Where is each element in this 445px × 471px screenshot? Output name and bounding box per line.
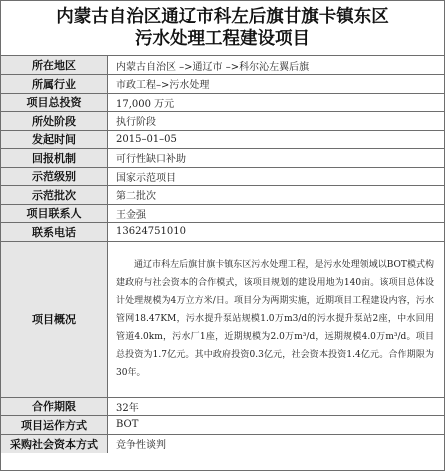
- page-title-line-1: 内蒙古自治区通辽市科左后旗甘旗卡镇东区: [56, 7, 389, 27]
- table-row: [1, 397, 444, 416]
- phone-value: 13624751010: [108, 223, 445, 242]
- start-date-value: 2015–01–05: [108, 130, 445, 149]
- overview-cell: [108, 241, 445, 397]
- page-title-line-2: 污水处理工程建设项目: [135, 29, 310, 49]
- operation-mode-value: BOT: [108, 416, 445, 435]
- demo-level-label: 示范级别: [1, 167, 108, 186]
- table-row: [1, 167, 444, 186]
- industry-label: 所属行业: [1, 75, 108, 94]
- cooperation-term-label: 合作期限: [1, 397, 108, 416]
- project-info-table: [1, 56, 444, 453]
- stage-label: 所处阶段: [1, 112, 108, 131]
- overview-label: 项目概况: [1, 241, 108, 397]
- total-investment-label: 项目总投资: [1, 93, 108, 112]
- region-value: 内蒙古自治区 –>通辽市 –>科尔沁左翼后旗: [108, 56, 445, 75]
- table-row: [1, 416, 444, 435]
- table-row: [1, 130, 444, 149]
- demo-batch-value: 第二批次: [108, 186, 445, 205]
- total-investment-value: 17,000 万元: [108, 93, 445, 112]
- stage-value: 执行阶段: [108, 112, 445, 131]
- procurement-method-value: 竞争性谈判: [116, 440, 166, 451]
- table-row: [1, 434, 444, 453]
- return-mechanism-value: 可行性缺口补助: [108, 149, 445, 168]
- overview-text: 通辽市科左后旗甘旗卡镇东区污水处理工程，是污水处理领域以BOT模式构建政府与社会资本的合作模式，该项目规划的建设用地为140亩。该项目总体设计处理规模为4万立方米/日。项目分为两期实施，近期项目工程建设内容，污水管网18.47KM，污水提升泵站规模1.0万m3/d的污水提升泵站2座，中水回用管道4.0km，污水厂1座，近期规模为2.0万m³/d，远期规模4.0万m³/d。项目总投资为1.7亿元。其中政府投资0.3亿元，社会资本投资1.4亿元。合作期限为30年。: [116, 260, 434, 378]
- start-date-label: 发起时间: [1, 130, 108, 149]
- table-row: [1, 93, 444, 112]
- table-row: [1, 186, 444, 205]
- contact-person-value: 王金强: [108, 204, 445, 223]
- contact-person-label: 项目联系人: [1, 204, 108, 223]
- table-row: [1, 75, 444, 94]
- title-block: [1, 1, 444, 56]
- table-row: [1, 56, 444, 75]
- table-row: [1, 204, 444, 223]
- return-mechanism-label: 回报机制: [1, 149, 108, 168]
- phone-label: 联系电话: [1, 223, 108, 242]
- table-row: [1, 149, 444, 168]
- demo-batch-label: 示范批次: [1, 186, 108, 205]
- table-row: [1, 112, 444, 131]
- table-row: [1, 223, 444, 242]
- industry-value: 市政工程–>污水处理: [108, 75, 445, 94]
- procurement-method-label: 采购社会资本方式: [1, 434, 108, 453]
- operation-mode-label: 项目运作方式: [1, 416, 108, 435]
- region-label: 所在地区: [1, 56, 108, 75]
- table-row: [1, 241, 444, 397]
- cooperation-term-value: 32年: [108, 397, 445, 416]
- demo-level-value: 国家示范项目: [108, 167, 445, 186]
